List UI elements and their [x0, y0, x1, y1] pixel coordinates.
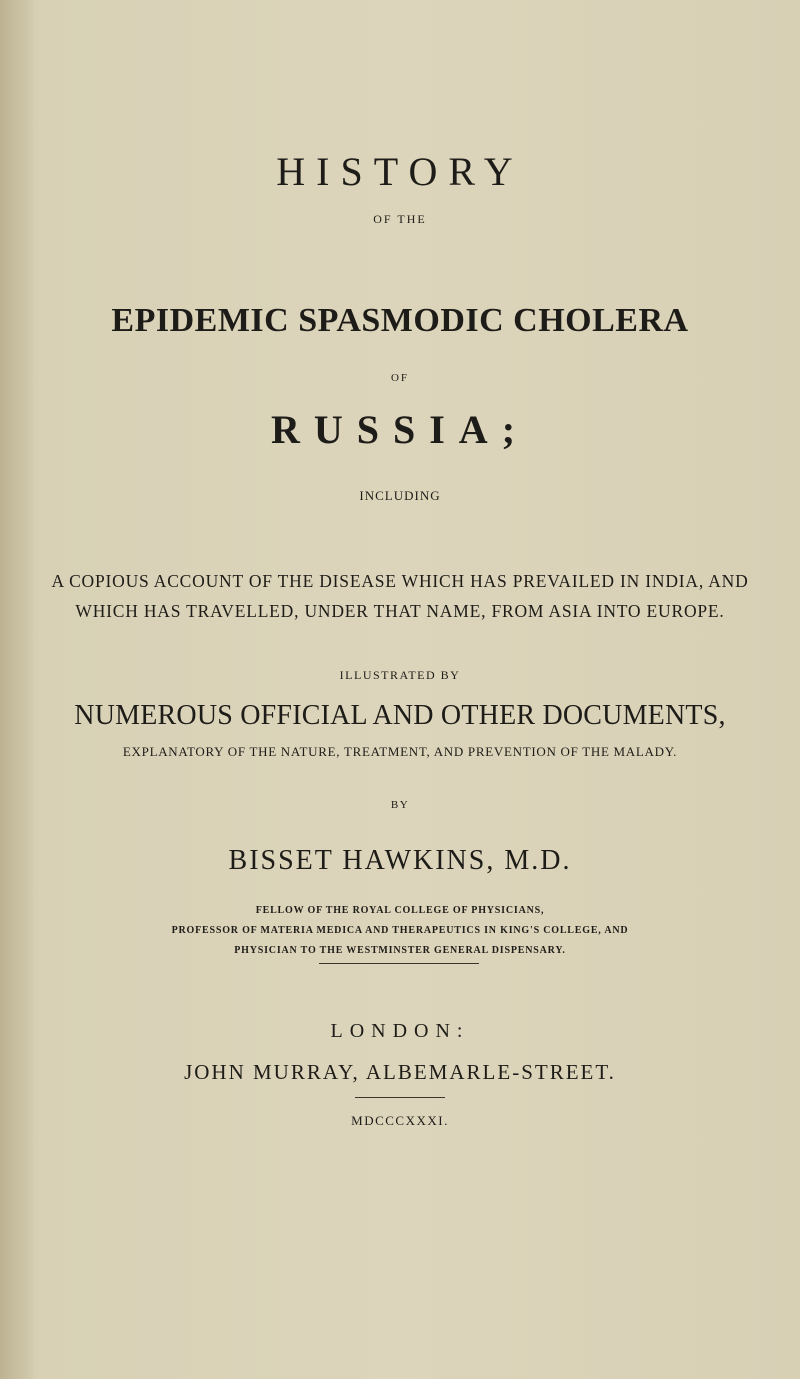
author-credential-line: PROFESSOR OF MATERIA MEDICA AND THERAPEUTICS IN KING'S COLLEGE, AND	[171, 925, 629, 936]
title-of: OF	[390, 372, 410, 384]
imprint-city: LONDON:	[330, 1020, 470, 1042]
title-place: RUSSIA;	[270, 407, 530, 452]
subtitle-explanatory: EXPLANATORY OF THE NATURE, TREATMENT, AND PREVENTION OF THE MALADY.	[122, 744, 678, 759]
subtitle-including: INCLUDING	[359, 488, 441, 503]
imprint-publisher: JOHN MURRAY, ALBEMARLE-STREET.	[184, 1060, 616, 1084]
author-credential-line: PHYSICIAN TO THE WESTMINSTER GENERAL DISPENSARY.	[234, 945, 566, 956]
author-credentials	[40, 901, 760, 961]
author-name: BISSET HAWKINS, M.D.	[228, 845, 572, 876]
imprint-date: MDCCCXXXI.	[351, 1113, 449, 1128]
divider-rule-short	[355, 1097, 445, 1098]
page-spine-shadow	[0, 0, 34, 1379]
title-of-the: OF THE	[373, 212, 427, 226]
subtitle-illustrated-by: ILLUSTRATED BY	[339, 668, 461, 682]
title-history: HISTORY	[276, 149, 524, 194]
subtitle-documents: NUMEROUS OFFICIAL AND OTHER DOCUMENTS,	[74, 700, 726, 731]
subtitle-description: A COPIOUS ACCOUNT OF THE DISEASE WHICH HAS PREVAILED IN INDIA, AND WHICH HAS TRAVELLED, UNDER THAT NAME, FROM ASIA INTO EUROPE.	[51, 571, 749, 621]
title-main: EPIDEMIC SPASMODIC CHOLERA	[111, 302, 689, 339]
author-credential-line: FELLOW OF THE ROYAL COLLEGE OF PHYSICIANS,	[255, 905, 545, 916]
author-by: BY	[390, 799, 410, 811]
divider-rule	[319, 963, 479, 964]
